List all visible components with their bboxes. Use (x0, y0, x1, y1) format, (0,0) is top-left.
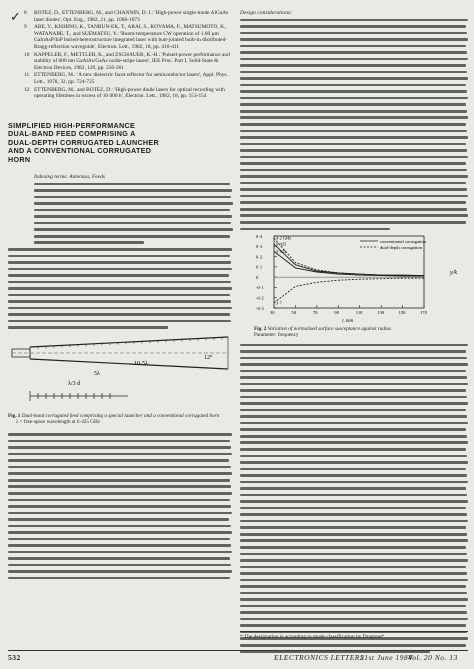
text-line (240, 598, 468, 601)
text-line (240, 468, 466, 471)
issue-date: 21st June 1984 (360, 653, 413, 662)
text-line (240, 618, 468, 621)
text-line (34, 241, 144, 244)
text-line (240, 448, 466, 451)
y-tick-label: 0·3 (256, 244, 263, 250)
body-paragraph (240, 19, 468, 231)
footnote: * The designation is according to mode classification by Dragone* (240, 634, 385, 640)
text-line (240, 553, 467, 556)
text-line (240, 162, 466, 165)
text-line (240, 195, 468, 198)
y-axis-label: y/k (450, 270, 457, 277)
text-line (34, 228, 233, 231)
y-tick-label: 0·1 (256, 264, 263, 270)
text-line (8, 307, 232, 310)
text-line (8, 287, 232, 290)
title-line: DUAL-DEPTH CORRUGATED LAUNCHER (8, 137, 160, 147)
dimension-label: 10·5λ (134, 361, 148, 367)
text-line (240, 344, 468, 347)
text-line (8, 557, 230, 560)
text-line (240, 214, 468, 217)
journal-name: ELECTRONICS LETTERS (274, 653, 365, 662)
text-line (240, 415, 467, 418)
title-line: HORN (8, 155, 31, 165)
body-paragraph (240, 344, 468, 654)
text-line (8, 433, 232, 436)
text-line (240, 592, 467, 595)
x-tick-label: 90 (334, 310, 339, 316)
x-tick-label: 70 (312, 310, 318, 316)
reference-item (8, 10, 233, 23)
x-tick-label: 110 (355, 310, 363, 316)
right-column (240, 10, 468, 657)
reference-number: 11 (24, 72, 30, 79)
caption-parameter: Parameter: frequency (254, 332, 299, 339)
text-line (240, 605, 466, 608)
text-line (240, 71, 467, 74)
text-line (240, 175, 468, 178)
text-line (240, 19, 468, 22)
y-tick-label: 0·4 (256, 234, 263, 239)
text-line (8, 268, 232, 271)
text-line (34, 202, 233, 205)
dimension-label: 5λ (94, 371, 100, 377)
text-line (240, 58, 468, 61)
reference-number: 10 (24, 51, 30, 58)
text-line (240, 428, 466, 431)
text-line (240, 116, 468, 119)
text-line (8, 453, 232, 456)
text-line (240, 363, 468, 366)
reference-list (8, 10, 233, 100)
reference-text: ETTENBERG, M.: 'A new dielectric facet reflector for semiconductor lasers', Appl. Phys. Lett., 1978, 32, pp. 724-725 (34, 72, 228, 85)
text-line (240, 32, 467, 35)
text-line (8, 281, 231, 284)
text-line (240, 507, 466, 510)
text-line (8, 320, 231, 323)
text-line (34, 235, 230, 238)
text-line (8, 248, 232, 251)
y-tick-label: 0 (256, 275, 259, 281)
text-line (8, 466, 231, 469)
text-line (8, 492, 232, 495)
series-line (274, 278, 424, 306)
text-line (240, 188, 467, 191)
text-line (240, 51, 467, 54)
susceptance-chart (254, 234, 468, 324)
body-paragraph (8, 433, 233, 579)
text-line (240, 221, 466, 224)
text-line (240, 97, 468, 100)
series-line (274, 251, 424, 276)
index-terms: Indexing terms: Antennas, Feeds (34, 173, 105, 180)
text-line (8, 538, 230, 541)
title-line: AND A CONVENTIONAL CORRUGATED (8, 146, 152, 156)
text-line (34, 215, 232, 218)
reference-item (8, 24, 233, 50)
handwritten-check-mark: ✓ (10, 9, 21, 24)
figure-label: Fig. 1 (8, 413, 21, 419)
reference-item (8, 52, 233, 72)
left-column (8, 10, 233, 583)
text-line (240, 370, 466, 373)
reference-item (8, 87, 233, 100)
text-line (8, 485, 231, 488)
x-axis-label: r, mm (342, 319, 354, 325)
text-line (240, 494, 467, 497)
text-line (8, 577, 230, 580)
text-line (240, 572, 467, 575)
text-line (240, 500, 468, 503)
angle-label: 12° (204, 355, 213, 361)
text-line (8, 499, 230, 502)
reference-text: ETTENBERG, M., and BOTEZ, D.: 'High-power diode lasers for optical recording with operating lifetimes in excess of 10 000 h', Electron. Lett., 1982, 18, pp. 153-154 (34, 86, 225, 100)
text-line (240, 611, 467, 614)
text-line (240, 156, 468, 159)
chart-legend (360, 239, 427, 250)
y-tick-label: -0·3 (256, 305, 264, 311)
y-tick-label: 0·2 (256, 254, 263, 260)
text-line (240, 77, 468, 80)
article-title (8, 122, 233, 165)
feed-horn-diagram (8, 335, 233, 411)
text-line (8, 261, 231, 264)
text-line (240, 208, 467, 211)
text-line (240, 481, 468, 484)
text-line (8, 294, 230, 297)
title-line: SIMPLIFIED HIGH-PERFORMANCE (8, 120, 136, 130)
text-line (240, 84, 466, 87)
title-line: DUAL-BAND FEED COMPRISING A (8, 129, 136, 139)
text-line (8, 544, 231, 547)
text-line (240, 376, 467, 379)
text-line (240, 409, 466, 412)
text-line (240, 559, 468, 562)
text-line (8, 274, 229, 277)
reference-text: ABE, Y., KISHINO, K., TANBUN-EK, T., ARAI, S., KOYAMA, F., MATSUMOTO, K., WATANABE, T., and SUEMATSU, Y.: 'Room-temperature CW operation of 1.60 µm GaInAsP/InP buried-heterostructure integrated laser with butt-jointed built-in distributed-Bragg-reflection waveguide', Electron. Lett., 1982, 18, pp. 410-411 (34, 24, 228, 50)
text-line (240, 25, 466, 28)
y-tick-label: -0·2 (256, 295, 264, 301)
legend-entry: dual-depth corrugation (380, 245, 422, 251)
text-line (240, 130, 467, 133)
text-line (240, 396, 467, 399)
text-line (240, 110, 467, 113)
text-line (240, 644, 466, 647)
dimension-label: λ/3 d (68, 381, 81, 387)
text-line (240, 357, 467, 360)
text-line (240, 45, 466, 48)
section-heading: Design considerations: (240, 10, 293, 16)
figure-2 (254, 234, 468, 324)
x-tick-label: 170 (420, 310, 427, 316)
figure-2-caption (254, 326, 468, 338)
text-line (240, 513, 467, 516)
text-line (240, 441, 468, 444)
abstract-paragraph (34, 183, 233, 244)
text-line (8, 479, 230, 482)
x-tick-label: 150 (398, 310, 406, 316)
text-line (8, 446, 231, 449)
text-line (8, 326, 168, 329)
text-line (8, 505, 231, 508)
volume-number: Vol. 20 No. 13 (408, 653, 458, 662)
text-line (8, 570, 232, 573)
text-line (240, 143, 466, 146)
text-line (240, 383, 468, 386)
series-label: 4·2 GHz (276, 235, 292, 241)
reference-number: 12 (24, 86, 30, 93)
series-label: 5·925 (276, 249, 287, 255)
text-line (240, 136, 468, 139)
text-line (240, 149, 467, 152)
text-line (8, 255, 230, 258)
text-line (240, 455, 467, 458)
reference-text: BOTEZ, D., ETTENBERG, M., and CHANNIN, D. J.: 'High-power single-mode AlGaAs laser diodes', Opt. Eng., 1982, 21, pp. 1066-1073 (34, 10, 229, 23)
text-line (240, 624, 466, 627)
text-line (8, 564, 231, 567)
text-line (240, 461, 468, 464)
text-line (34, 222, 231, 225)
series-label: 3·7 (276, 300, 282, 306)
text-line (8, 518, 229, 521)
text-line (8, 512, 232, 515)
text-line (240, 422, 468, 425)
text-line (240, 90, 467, 93)
text-line (8, 551, 232, 554)
reference-number: 8 (24, 10, 27, 16)
reference-text: KAPPELER, F., METTLER, K., and ZSCHAUER, K.-H.: 'Pulsed-power performance and stability of 800 nm GaAlAs/GaAs oxide-stripe lasers', IEE Proc. Part I, Solid-State & Electron Devices, 1982, 129, pp. 256-261 (34, 51, 230, 71)
figure-1-note: λ = free-space wavelength at 6·425 GHz (16, 419, 101, 426)
y-tick-label: -0·1 (256, 285, 264, 291)
text-line (240, 38, 468, 41)
text-line (240, 182, 466, 185)
reference-number: 9 (24, 24, 27, 31)
text-line (8, 531, 232, 534)
series-label: 6·425 (276, 241, 287, 247)
text-line (240, 579, 468, 582)
text-line (34, 209, 230, 212)
x-tick-label: 130 (377, 310, 385, 316)
text-line (240, 123, 466, 126)
text-line (240, 585, 466, 588)
text-line (240, 201, 466, 204)
text-line (240, 566, 466, 569)
text-line (240, 389, 466, 392)
text-line (240, 169, 467, 172)
page-number: 532 (8, 653, 21, 662)
text-line (8, 440, 230, 443)
text-line (240, 402, 468, 405)
text-line (34, 183, 230, 186)
text-line (240, 435, 467, 438)
text-line (240, 103, 466, 106)
legend-entry: conventional corrugation (380, 239, 427, 245)
text-line (34, 189, 232, 192)
page-footer (8, 650, 468, 662)
text-line (8, 459, 229, 462)
text-line (240, 526, 466, 529)
x-tick-label: 30 (270, 310, 275, 316)
text-line (240, 228, 390, 231)
text-line (240, 533, 467, 536)
text-line (34, 196, 231, 199)
text-line (8, 525, 231, 528)
text-line (240, 487, 466, 490)
text-line (8, 300, 231, 303)
x-axis-ticks (270, 305, 428, 315)
caption-text: Variation of normalised surface susceptance against radius (267, 326, 392, 333)
text-line (8, 472, 232, 475)
footnote-rule (240, 631, 468, 632)
text-line (240, 520, 468, 523)
caption-text: Dual-band corrugated feed comprising a special launcher and a conventional corrugated horn (21, 413, 220, 419)
text-line (240, 539, 468, 542)
figure-1 (8, 335, 233, 411)
text-line (240, 350, 466, 353)
reference-item (8, 72, 233, 85)
x-tick-label: 50 (291, 310, 297, 316)
text-line (240, 64, 466, 67)
figure-label: Fig. 2 (254, 326, 267, 333)
introduction-paragraph (8, 248, 233, 329)
text-line (240, 546, 466, 549)
text-line (8, 313, 230, 316)
text-line (240, 474, 467, 477)
